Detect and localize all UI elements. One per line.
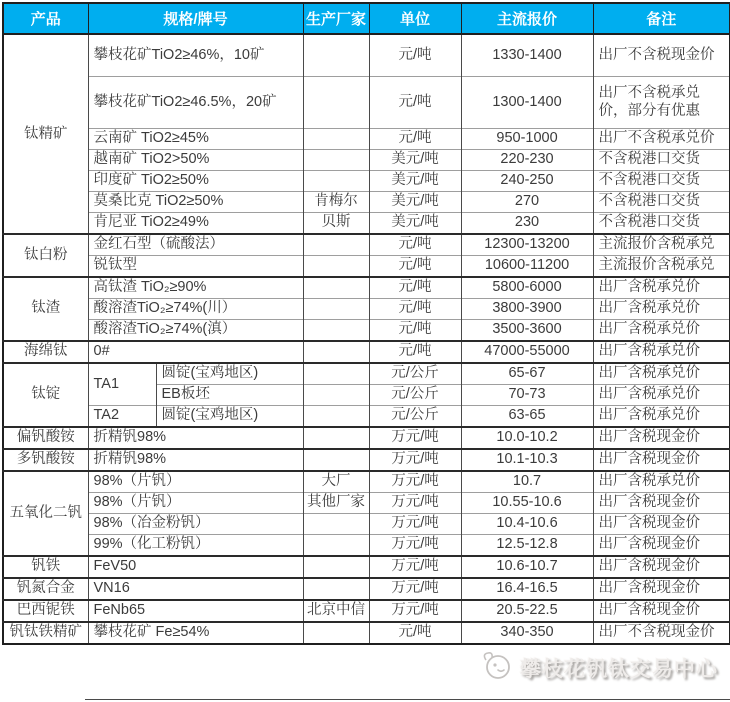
product-cell: 钒氮合金 <box>3 578 88 600</box>
price-cell: 47000-55000 <box>461 341 593 363</box>
spec-cell: 折精钒98% <box>88 449 303 471</box>
price-cell: 230 <box>461 212 593 234</box>
table-row <box>3 578 730 600</box>
price-cell: 3800-3900 <box>461 298 593 319</box>
unit-cell: 元/吨 <box>369 128 461 149</box>
maker-cell <box>303 149 369 170</box>
unit-cell: 元/吨 <box>369 341 461 363</box>
bottom-divider-line <box>85 699 730 700</box>
table-row <box>3 34 730 76</box>
price-cell: 12300-13200 <box>461 234 593 256</box>
table-row <box>3 471 730 493</box>
note-cell: 出厂含税承兑价 <box>593 384 730 405</box>
table-row <box>3 298 730 319</box>
table-row <box>3 277 730 299</box>
note-cell: 出厂不含税现金价 <box>593 34 730 76</box>
brand-footer <box>480 650 718 685</box>
note-cell: 出厂含税现金价 <box>593 556 730 578</box>
note-cell: 出厂含税承兑价 <box>593 319 730 341</box>
note-cell: 出厂含税现金价 <box>593 492 730 513</box>
unit-cell: 元/公斤 <box>369 363 461 385</box>
price-cell: 16.4-16.5 <box>461 578 593 600</box>
maker-cell: 肯梅尔 <box>303 191 369 212</box>
maker-cell <box>303 384 369 405</box>
table-row <box>3 363 730 385</box>
table-row <box>3 149 730 170</box>
note-cell: 出厂不含税承兑价 <box>593 128 730 149</box>
maker-cell: 北京中信 <box>303 600 369 622</box>
maker-cell: 其他厂家 <box>303 492 369 513</box>
spec-cell: FeV50 <box>88 556 303 578</box>
unit-cell: 万元/吨 <box>369 427 461 449</box>
column-header: 单位 <box>369 3 461 34</box>
unit-cell: 元/吨 <box>369 76 461 128</box>
note-cell: 主流报价含税承兑 <box>593 255 730 277</box>
note-cell: 出厂不含税承兑价，部分有优惠 <box>593 76 730 128</box>
spec-detail-cell: EB板坯 <box>156 384 303 405</box>
product-cell: 钛渣 <box>3 277 88 341</box>
spec-cell: VN16 <box>88 578 303 600</box>
note-cell: 不含税港口交货 <box>593 170 730 191</box>
price-cell: 270 <box>461 191 593 212</box>
spec-cell: 0# <box>88 341 303 363</box>
maker-cell <box>303 319 369 341</box>
note-cell: 出厂含税现金价 <box>593 600 730 622</box>
unit-cell: 元/吨 <box>369 298 461 319</box>
price-cell: 10.4-10.6 <box>461 513 593 534</box>
spec-cell: 99%（化工粉钒） <box>88 534 303 556</box>
maker-cell <box>303 277 369 299</box>
table-body <box>3 34 730 644</box>
unit-cell: 元/吨 <box>369 319 461 341</box>
table-row <box>3 341 730 363</box>
spec-cell: 酸溶渣TiO₂≥74%(川） <box>88 298 303 319</box>
spec-cell: 98%（片钒） <box>88 492 303 513</box>
unit-cell: 元/吨 <box>369 622 461 644</box>
price-cell: 10.7 <box>461 471 593 493</box>
maker-cell <box>303 76 369 128</box>
maker-cell <box>303 255 369 277</box>
product-cell: 巴西铌铁 <box>3 600 88 622</box>
spec-cell: 金红石型（硫酸法） <box>88 234 303 256</box>
unit-cell: 元/吨 <box>369 277 461 299</box>
spec-detail-cell: 圆锭(宝鸡地区) <box>156 405 303 427</box>
maker-cell <box>303 363 369 385</box>
price-cell: 10.1-10.3 <box>461 449 593 471</box>
note-cell: 出厂含税承兑价 <box>593 363 730 385</box>
spec-cell: 锐钛型 <box>88 255 303 277</box>
unit-cell: 万元/吨 <box>369 556 461 578</box>
spec-detail-cell: 圆锭(宝鸡地区) <box>156 363 303 385</box>
spec-cell: 云南矿 TiO2≥45% <box>88 128 303 149</box>
product-cell: 多钒酸铵 <box>3 449 88 471</box>
price-cell: 5800-6000 <box>461 277 593 299</box>
price-cell: 70-73 <box>461 384 593 405</box>
maker-cell <box>303 170 369 191</box>
note-cell: 不含税港口交货 <box>593 149 730 170</box>
price-cell: 10.6-10.7 <box>461 556 593 578</box>
note-cell: 出厂含税承兑价 <box>593 405 730 427</box>
table-row <box>3 128 730 149</box>
note-cell: 出厂含税现金价 <box>593 534 730 556</box>
price-cell: 10.0-10.2 <box>461 427 593 449</box>
unit-cell: 元/公斤 <box>369 384 461 405</box>
price-cell: 10600-11200 <box>461 255 593 277</box>
spec-cell: 攀枝花矿TiO2≥46.5%，20矿 <box>88 76 303 128</box>
spec-cell: 莫桑比克 TiO2≥50% <box>88 191 303 212</box>
price-cell: 63-65 <box>461 405 593 427</box>
table-row <box>3 556 730 578</box>
spec-type-cell: TA2 <box>88 405 156 427</box>
table-row <box>3 492 730 513</box>
maker-cell <box>303 622 369 644</box>
note-cell: 主流报价含税承兑 <box>593 234 730 256</box>
spec-cell: 酸溶渣TiO₂≥74%(滇） <box>88 319 303 341</box>
table-row <box>3 255 730 277</box>
spec-cell: 印度矿 TiO2≥50% <box>88 170 303 191</box>
maker-cell <box>303 556 369 578</box>
product-cell: 钛白粉 <box>3 234 88 277</box>
table-row <box>3 405 730 427</box>
spec-type-cell: TA1 <box>88 363 156 406</box>
spec-cell: 98%（冶金粉钒） <box>88 513 303 534</box>
table-row <box>3 191 730 212</box>
table-row <box>3 513 730 534</box>
price-cell: 12.5-12.8 <box>461 534 593 556</box>
price-cell: 65-67 <box>461 363 593 385</box>
column-header: 产品 <box>3 3 88 34</box>
price-cell: 950-1000 <box>461 128 593 149</box>
table-row <box>3 212 730 234</box>
product-cell: 钛锭 <box>3 363 88 427</box>
unit-cell: 元/吨 <box>369 34 461 76</box>
unit-cell: 万元/吨 <box>369 534 461 556</box>
product-cell: 钒铁 <box>3 556 88 578</box>
column-header: 主流报价 <box>461 3 593 34</box>
spec-cell: FeNb65 <box>88 600 303 622</box>
product-cell: 偏钒酸铵 <box>3 427 88 449</box>
table-row <box>3 170 730 191</box>
table-row <box>3 534 730 556</box>
table-row <box>3 600 730 622</box>
price-cell: 3500-3600 <box>461 319 593 341</box>
note-cell: 出厂含税现金价 <box>593 427 730 449</box>
unit-cell: 美元/吨 <box>369 212 461 234</box>
unit-cell: 元/公斤 <box>369 405 461 427</box>
note-cell: 出厂含税现金价 <box>593 513 730 534</box>
maker-cell <box>303 405 369 427</box>
note-cell: 出厂含税承兑价 <box>593 341 730 363</box>
table-row <box>3 319 730 341</box>
spec-cell: 98%（片钒） <box>88 471 303 493</box>
unit-cell: 万元/吨 <box>369 449 461 471</box>
spec-cell: 越南矿 TiO2>50% <box>88 149 303 170</box>
unit-cell: 美元/吨 <box>369 191 461 212</box>
price-cell: 340-350 <box>461 622 593 644</box>
product-cell: 五氧化二钒 <box>3 471 88 556</box>
unit-cell: 万元/吨 <box>369 471 461 493</box>
note-cell: 出厂含税现金价 <box>593 578 730 600</box>
unit-cell: 美元/吨 <box>369 170 461 191</box>
table-row <box>3 622 730 644</box>
maker-cell: 大厂 <box>303 471 369 493</box>
price-cell: 240-250 <box>461 170 593 191</box>
product-cell: 钛精矿 <box>3 34 88 234</box>
column-header: 规格/牌号 <box>88 3 303 34</box>
price-cell: 1300-1400 <box>461 76 593 128</box>
note-cell: 出厂含税承兑价 <box>593 298 730 319</box>
mascot-logo-icon <box>480 650 514 685</box>
maker-cell <box>303 128 369 149</box>
maker-cell <box>303 34 369 76</box>
note-cell: 出厂含税承兑价 <box>593 277 730 299</box>
note-cell: 出厂含税现金价 <box>593 449 730 471</box>
spec-cell: 高钛渣 TiO₂≥90% <box>88 277 303 299</box>
maker-cell <box>303 578 369 600</box>
spec-cell: 折精钒98% <box>88 427 303 449</box>
price-cell: 220-230 <box>461 149 593 170</box>
unit-cell: 元/吨 <box>369 234 461 256</box>
spec-cell: 攀枝花矿TiO2≥46%，10矿 <box>88 34 303 76</box>
spec-cell: 攀枝花矿 Fe≥54% <box>88 622 303 644</box>
price-cell: 20.5-22.5 <box>461 600 593 622</box>
note-cell: 出厂含税承兑价 <box>593 471 730 493</box>
product-cell: 钒钛铁精矿 <box>3 622 88 644</box>
table-row <box>3 76 730 128</box>
table-row <box>3 234 730 256</box>
price-cell: 1330-1400 <box>461 34 593 76</box>
price-table <box>2 2 730 645</box>
product-cell: 海绵钛 <box>3 341 88 363</box>
note-cell: 出厂不含税现金价 <box>593 622 730 644</box>
unit-cell: 美元/吨 <box>369 149 461 170</box>
brand-name: 攀枝花钒钛交易中心 <box>520 657 718 681</box>
vanadium-titanium-price-table <box>2 2 730 645</box>
unit-cell: 元/吨 <box>369 255 461 277</box>
maker-cell <box>303 427 369 449</box>
table-row <box>3 427 730 449</box>
note-cell: 不含税港口交货 <box>593 191 730 212</box>
spec-cell: 肯尼亚 TiO2≥49% <box>88 212 303 234</box>
maker-cell: 贝斯 <box>303 212 369 234</box>
unit-cell: 万元/吨 <box>369 578 461 600</box>
maker-cell <box>303 534 369 556</box>
header-row <box>3 3 730 34</box>
column-header: 生产厂家 <box>303 3 369 34</box>
unit-cell: 万元/吨 <box>369 513 461 534</box>
price-cell: 10.55-10.6 <box>461 492 593 513</box>
table-row <box>3 449 730 471</box>
unit-cell: 万元/吨 <box>369 492 461 513</box>
maker-cell <box>303 341 369 363</box>
column-header: 备注 <box>593 3 730 34</box>
maker-cell <box>303 234 369 256</box>
unit-cell: 万元/吨 <box>369 600 461 622</box>
maker-cell <box>303 513 369 534</box>
maker-cell <box>303 449 369 471</box>
note-cell: 不含税港口交货 <box>593 212 730 234</box>
maker-cell <box>303 298 369 319</box>
